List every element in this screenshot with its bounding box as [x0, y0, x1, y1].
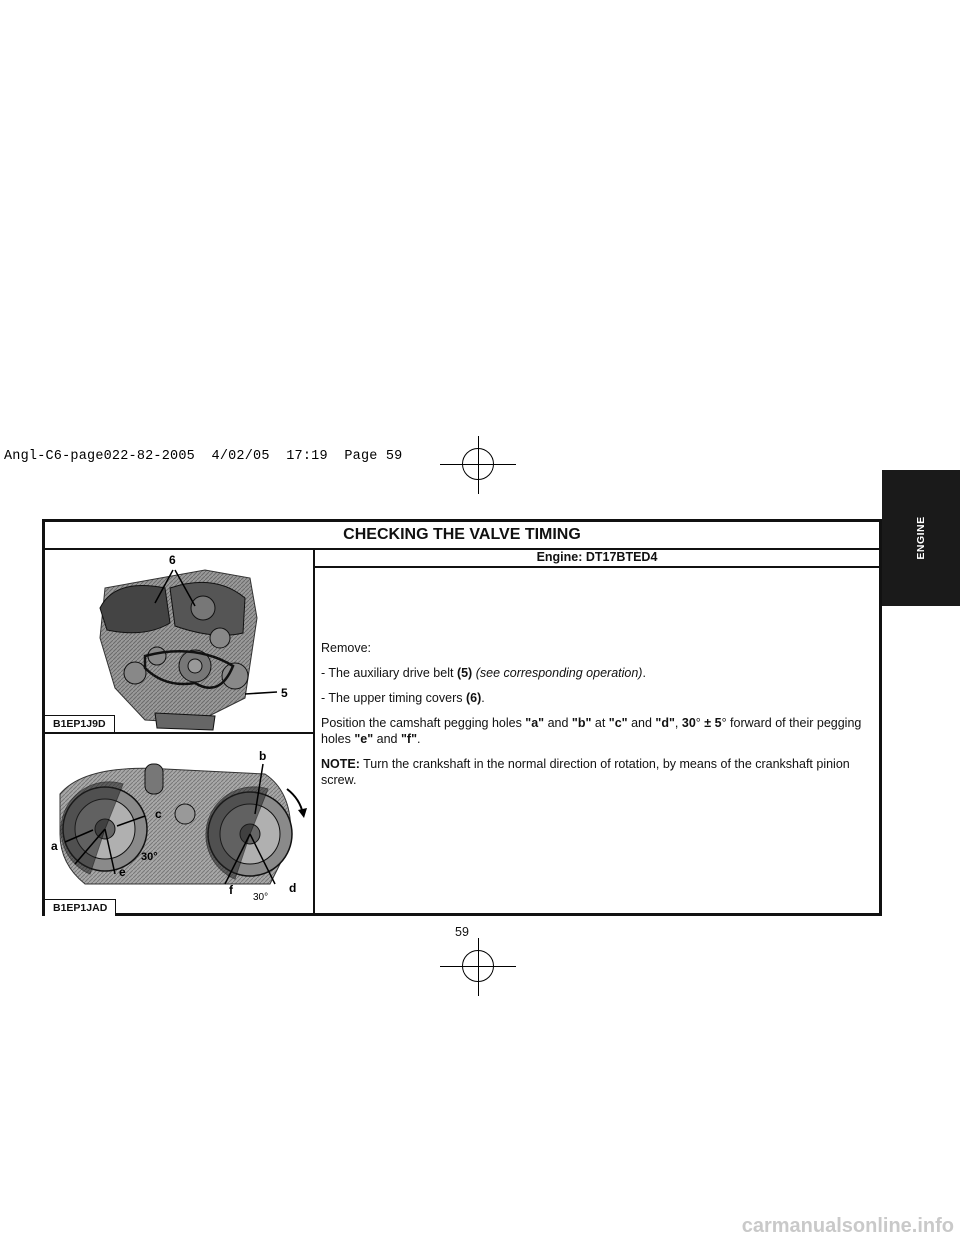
callout-5: 5 — [281, 686, 288, 700]
figure-code-1: B1EP1J9D — [45, 715, 115, 732]
crop-mark-top — [440, 436, 516, 494]
callout-b: b — [259, 749, 267, 763]
callout-e: e — [119, 865, 126, 879]
step-position-camshaft: Position the camshaft pegging holes "a" and "b" at "c" and "d", 30° ± 5° forward of their pegging holes "e" and "f". — [321, 716, 862, 746]
step-remove-belt: - The auxiliary drive belt (5) (see corresponding operation). — [321, 666, 646, 680]
engine-heading: Engine: DT17BTED4 — [315, 548, 879, 568]
section-tab-label: ENGINE — [915, 516, 927, 560]
note-label: NOTE: — [321, 757, 360, 771]
figure-column — [45, 548, 315, 913]
text-column — [315, 548, 879, 913]
section-tab — [882, 470, 960, 606]
callout-d: d — [289, 881, 297, 895]
engine-illustration — [45, 548, 313, 732]
page-number: 59 — [455, 925, 469, 939]
figure-timing-pulleys — [45, 734, 313, 916]
print-header: Angl-C6-page022-82-2005 4/02/05 17:19 Page 59 — [4, 449, 403, 464]
callout-c: c — [155, 807, 162, 821]
procedure-text — [321, 640, 871, 797]
timing-illustration — [45, 734, 313, 916]
remove-heading: Remove: — [321, 641, 372, 655]
step-remove-covers: - The upper timing covers (6). — [321, 691, 485, 705]
callout-6: 6 — [169, 553, 176, 567]
callout-a: a — [51, 839, 58, 853]
page-title: CHECKING THE VALVE TIMING — [45, 522, 879, 550]
watermark: carmanualsonline.info — [741, 1215, 954, 1237]
figure-code-2: B1EP1JAD — [45, 899, 116, 916]
crop-mark-bottom — [440, 938, 516, 996]
figure-engine-front — [45, 548, 313, 734]
callout-30-right: 30° — [253, 892, 269, 903]
callout-30-left: 30° — [141, 851, 158, 863]
procedure-frame — [42, 519, 882, 916]
note: NOTE: Turn the crankshaft in the normal direction of rotation, by means of the crankshaft pinion screw. — [321, 757, 850, 787]
callout-f: f — [229, 883, 233, 897]
